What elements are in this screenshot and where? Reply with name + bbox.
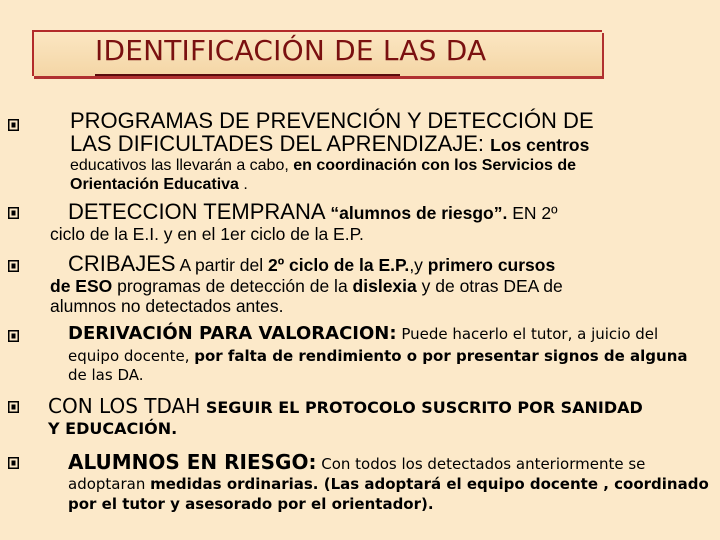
- item5-line1: CON LOS TDAH SEGUIR EL PROTOCOLO SUSCRITO POR SANIDAD: [48, 394, 643, 418]
- item4-line3: de las DA.: [68, 366, 144, 384]
- item3-line1: CRIBAJES A partir del 2º ciclo de la E.P.,y primero cursos: [68, 251, 556, 276]
- checkbox-bullet-icon: [8, 119, 19, 131]
- item3-line3: alumnos no detectados antes.: [50, 296, 284, 316]
- item4-line1: DERIVACIÓN PARA VALORACION: Puede hacerlo el tutor, a juicio del: [68, 323, 659, 344]
- checkbox-bullet-icon: [8, 207, 19, 219]
- item6-line3: por el tutor y asesorado por el orientador).: [68, 495, 434, 513]
- title-underline: [95, 74, 400, 76]
- item6-line2: adoptaran medidas ordinarias. (Las adoptará el equipo docente , coordinado: [68, 475, 709, 493]
- item5-line2: Y EDUCACIÓN.: [48, 419, 178, 438]
- item3-line2: de ESO programas de detección de la dislexia y de otras DEA de: [50, 276, 563, 296]
- checkbox-bullet-icon: [8, 457, 19, 469]
- item1-line1: PROGRAMAS DE PREVENCIÓN Y DETECCIÓN DE: [70, 108, 594, 133]
- checkbox-bullet-icon: [8, 260, 19, 272]
- item2-line1: DETECCION TEMPRANA “alumnos de riesgo”. EN 2º: [68, 199, 558, 224]
- item6-line1: ALUMNOS EN RIESGO: Con todos los detectados anteriormente se: [68, 450, 646, 474]
- checkbox-bullet-icon: [8, 401, 19, 413]
- item1-line3: educativos las llevarán a cabo, en coordinación con los Servicios de: [70, 157, 576, 174]
- item4-line2: equipo docente, por falta de rendimiento o por presentar signos de alguna: [68, 347, 688, 365]
- item2-line2: ciclo de la E.I. y en el 1er ciclo de la E.P.: [50, 224, 364, 244]
- item1-line2: LAS DIFICULTADES DEL APRENDIZAJE: Los centros: [70, 131, 590, 156]
- checkbox-bullet-icon: [8, 330, 19, 342]
- slide-title: IDENTIFICACIÓN DE LAS DA: [95, 34, 487, 67]
- item1-line4: Orientación Educativa .: [70, 176, 248, 193]
